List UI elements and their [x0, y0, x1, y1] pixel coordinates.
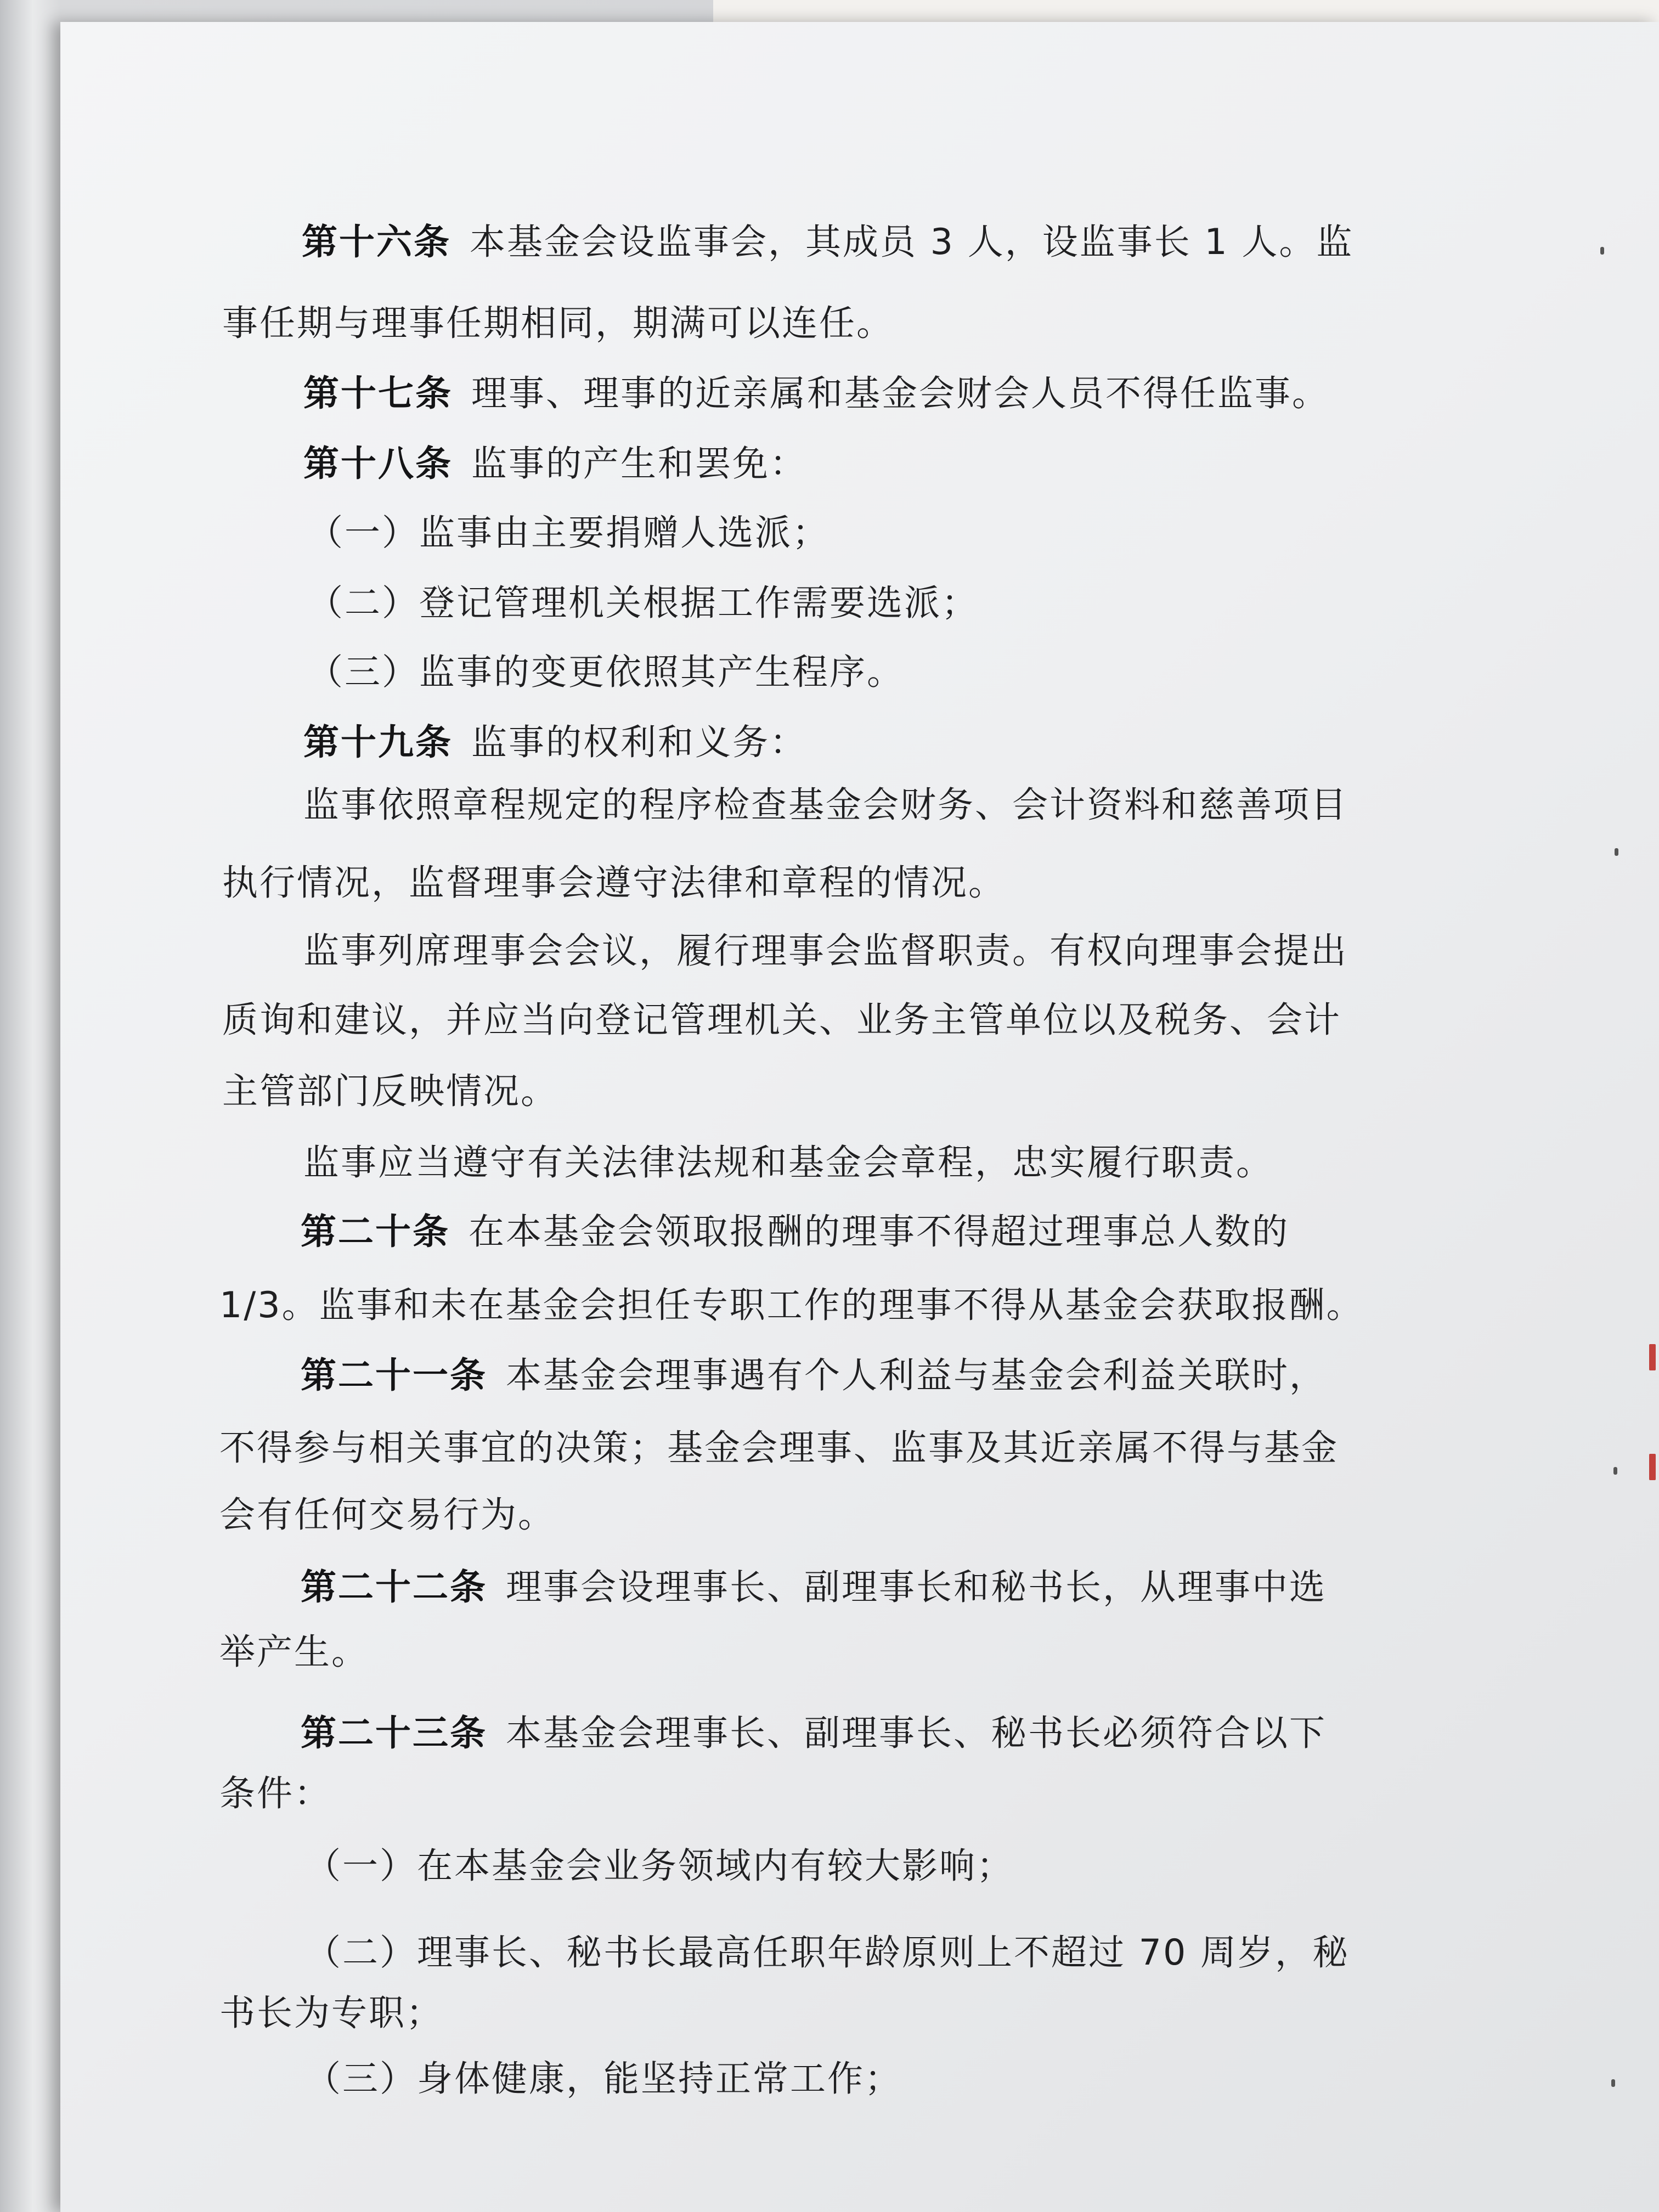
article-18	[303, 437, 807, 492]
article-18-number: 第十八条	[303, 443, 453, 484]
article-23-number: 第二十三条	[301, 1713, 488, 1754]
margin-speck	[1611, 2079, 1615, 2087]
article-23-item-2-line-1: （二）理事长、秘书长最高任职年龄原则上不超过 70 周岁，秘	[305, 1932, 1350, 1973]
article-19-text: 监事的权利和义务：	[471, 722, 808, 763]
article-21-line-2: 不得参与相关事宜的决策；基金会理事、监事及其近亲属不得与基金	[219, 1427, 1339, 1469]
margin-speck	[1613, 1467, 1617, 1475]
article-23-text: 本基金会理事长、副理事长、秘书长必须符合以下	[506, 1713, 1327, 1754]
article-19-para-1-line-1: 监事依照章程规定的程序检查基金会财务、会计资料和慈善项目	[303, 785, 1348, 826]
article-23-line-1	[301, 1706, 1327, 1761]
article-23-item-1: （一）在本基金会业务领域内有较大影响；	[305, 1846, 1014, 1887]
article-19-para-2-line-1: 监事列席理事会会议，履行理事会监督职责。有权向理事会提出	[303, 930, 1348, 972]
article-20-number: 第二十条	[301, 1211, 450, 1252]
article-16-text: 本基金会设监事会，其成员 3 人，设监事长 1 人。监	[470, 222, 1354, 263]
article-18-item-2: （二）登记管理机关根据工作需要选派；	[307, 583, 979, 624]
article-21-number: 第二十一条	[301, 1355, 488, 1396]
article-19-para-1-line-2: 执行情况，监督理事会遵守法律和章程的情况。	[222, 862, 1006, 904]
article-23-item-2-line-2: 书长为专职；	[219, 1993, 444, 2034]
article-21-line-1	[301, 1348, 1327, 1403]
article-19-number: 第十九条	[303, 722, 453, 763]
article-20-line-2: 1/3。监事和未在基金会担任专职工作的理事不得从基金会获取报酬。	[219, 1285, 1364, 1326]
article-20-text: 在本基金会领取报酬的理事不得超过理事总人数的	[469, 1211, 1290, 1252]
article-17	[303, 366, 1329, 421]
article-17-number: 第十七条	[303, 373, 453, 414]
article-22-number: 第二十二条	[301, 1567, 488, 1608]
margin-speck	[1600, 247, 1604, 255]
article-18-item-3: （三）监事的变更依照其产生程序。	[307, 652, 905, 693]
article-19-para-3: 监事应当遵守有关法律法规和基金会章程，忠实履行职责。	[303, 1142, 1274, 1183]
article-18-item-1: （一）监事由主要捐赠人选派；	[307, 512, 830, 554]
article-21-line-3: 会有任何交易行为。	[219, 1494, 556, 1536]
article-16-line-1	[302, 215, 1353, 270]
article-18-text: 监事的产生和罢免：	[471, 443, 808, 484]
article-22-line-2: 举产生。	[219, 1632, 369, 1673]
article-16-line-2: 事任期与理事任期相同，期满可以连任。	[222, 303, 894, 344]
article-23-line-2: 条件：	[219, 1773, 332, 1814]
bleed-through-mark	[1649, 1454, 1656, 1480]
article-22-text: 理事会设理事长、副理事长和秘书长，从理事中选	[506, 1567, 1327, 1608]
article-16-number: 第十六条	[302, 222, 452, 263]
article-22-line-1	[301, 1560, 1327, 1615]
article-23-item-3: （三）身体健康，能坚持正常工作；	[305, 2058, 902, 2100]
article-19-para-2-line-3: 主管部门反映情况。	[222, 1071, 558, 1112]
margin-speck	[1615, 848, 1618, 856]
article-19	[303, 715, 807, 770]
article-19-para-2-line-2: 质询和建议，并应当向登记管理机关、业务主管单位以及税务、会计	[222, 1000, 1342, 1041]
article-21-text: 本基金会理事遇有个人利益与基金会利益关联时，	[506, 1355, 1327, 1396]
article-20-line-1	[301, 1205, 1289, 1260]
article-17-text: 理事、理事的近亲属和基金会财会人员不得任监事。	[471, 373, 1330, 414]
bleed-through-mark	[1649, 1344, 1656, 1370]
